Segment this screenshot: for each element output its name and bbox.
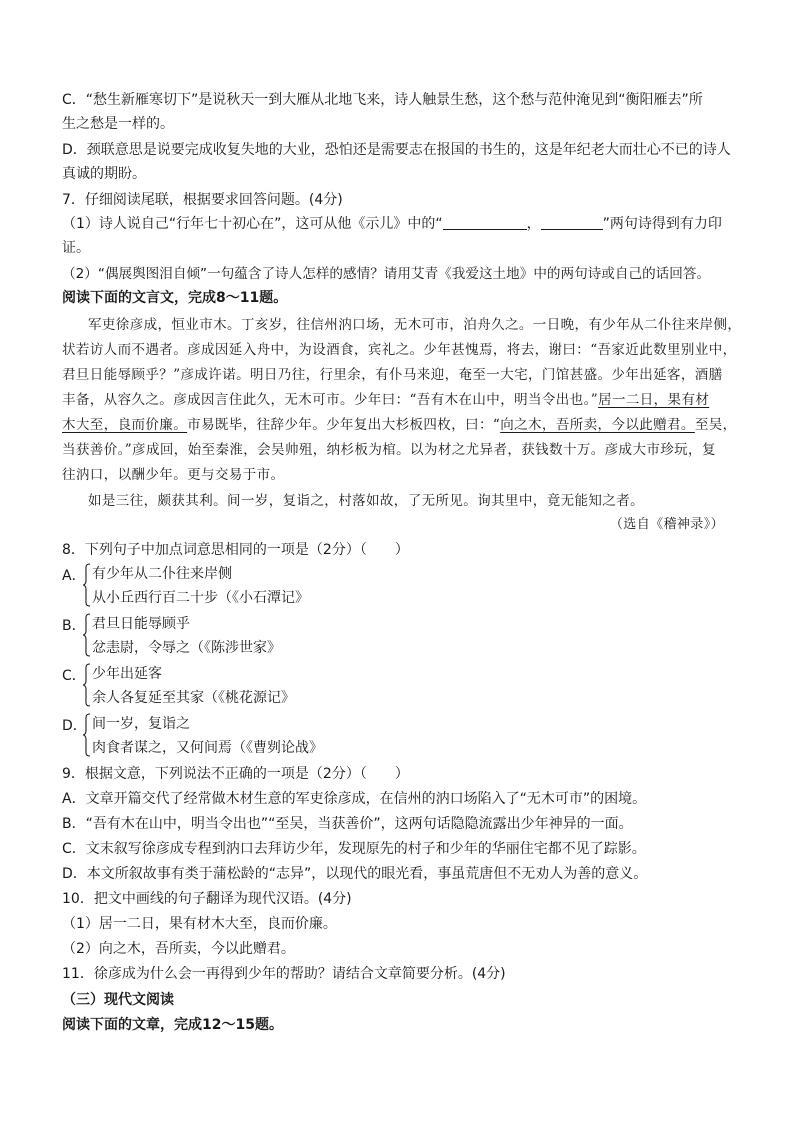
q7-stem: 7．仔细阅读尾联，根据要求回答问题。(4分): [62, 192, 343, 208]
classical-section-heading: 阅读下面的文言文，完成8～11题。: [62, 290, 288, 306]
underlined-sentence-1a: 居一二日，果有材: [598, 392, 710, 408]
q7-sub1-line2: 证。: [62, 240, 90, 256]
passage-line-4-text: 丰备，从容久之。彦成因言住此久，无木可市。少年曰：“吾有木在山中，明当令出也。”: [62, 392, 599, 408]
q8-stem: 8．下列句子中加点词意思相同的一项是（2分）（ ）: [62, 542, 409, 558]
passage-line-4: [62, 390, 709, 410]
passage-line-6: 当获善价。”彦成回，始至秦淮，会吴帅殂，纳杉板为棺。以为材之尤异者，获钱数十万。彦成大市珍玩，复: [62, 442, 716, 458]
q8-option-a-label: A．: [62, 568, 86, 584]
q7-sub1-text-a: （1）诗人说自己“行年七十初心在”，这可从他《示儿》中的“: [62, 216, 443, 232]
q8-option-a-sentence-2: 从小丘西行百二十步（《小石潭记》: [92, 590, 309, 606]
passage-line-5: [62, 415, 737, 435]
passage-line-5-text: 市易既毕，往辞少年。少年复出大杉板四枚，曰：“: [187, 417, 501, 433]
passage-line-1: 军吏徐彦成，恒业市木。丁亥岁，往信州汭口场，无木可市，泊舟久之。一日晚，有少年从二仆往来岸侧，: [88, 317, 742, 333]
q8-option-c-sentence-2: 余人各复延至其家（《桃花源记》: [92, 690, 295, 706]
q8-option-d-sentence-1: 间一岁，复诣之: [92, 716, 190, 732]
q8-option-b-label: B．: [62, 618, 86, 634]
brace-icon: [82, 713, 91, 753]
brace-icon: [82, 613, 91, 653]
modern-section-title: （三）现代文阅读: [62, 992, 174, 1008]
answer-blank-2[interactable]: [541, 215, 603, 230]
passage-line-5-end: 至吴，: [694, 417, 737, 433]
q9-option-c: C．文末叙写徐彦成专程到汭口去拜访少年，发现原先的村子和少年的华丽住宅都不见了踪影。: [62, 841, 646, 857]
q9-option-a: A．文章开篇交代了经常做木材生意的军吏徐彦成，在信州的汭口场陷入了“无木可市”的困境。: [62, 791, 647, 807]
q8-option-b-sentence-2: 忿恚尉，令辱之（《陈涉世家》: [92, 640, 281, 656]
q9-option-b: B．“吾有木在山中，明当令出也”“至吴，当获善价”，这两句话隐隐流露出少年神异的一面。: [62, 816, 633, 832]
q6-option-c-line2: 生之愁是一样的。: [62, 116, 174, 132]
brace-icon: [82, 663, 91, 703]
q6-option-d-line1: D．颈联意思是说要完成收复失地的大业，恐怕还是需要志在报国的书生的，这是年纪老大而壮心不已的诗人: [62, 142, 731, 158]
passage-paragraph-2: 如是三往，颇获其利。间一岁，复诣之，村落如故，了无所见。询其里中，竟无能知之者。: [88, 493, 644, 509]
q9-option-d: D．本文所叙故事有类于蒲松龄的“志异”，以现代的眼光看，事虽荒唐但不无劝人为善的意义。: [62, 866, 648, 882]
answer-blank-1[interactable]: [443, 215, 527, 230]
q7-sub2: （2）“偶展舆图泪自倾”一句蕴含了诗人怎样的感情？请用艾青《我爱这土地》中的两句诗或自己的话回答。: [62, 266, 711, 282]
q7-sub1-line1: [62, 214, 722, 234]
q8-option-c-label: C．: [62, 668, 86, 684]
passage-line-7: 往汭口，以酬少年。更与交易于市。: [62, 467, 285, 483]
brace-icon: [82, 563, 91, 603]
q11-stem: 11．徐彦成为什么会一再得到少年的帮助？请结合文章简要分析。(4分): [62, 966, 506, 982]
passage-line-3: 君旦日能辱顾乎？”彦成许诺。明日乃往，行里余，有仆马来迎，奄至一大宅，门馆甚盛。少年出延客，酒膳: [62, 367, 723, 383]
q8-option-d-label: D．: [62, 718, 87, 734]
q10-stem: 10．把文中画线的句子翻译为现代汉语。(4分): [62, 891, 352, 907]
q10-sentence-1: （1）居一二日，果有材木大至，良而价廉。: [62, 916, 337, 932]
passage-line-2: 状若访人而不遇者。彦成因延入舟中，为设酒食，宾礼之。少年甚愧焉，将去，谢曰：“吾家近此数里别业中，: [62, 342, 737, 358]
underlined-sentence-2: 向之木，吾所卖，今以此赠君。: [500, 417, 695, 433]
q8-option-d-sentence-2: 肉食者谋之，又何间焉（《曹刿论战》: [92, 740, 323, 756]
q7-sub1-text-c: ”两句诗得到有力印: [602, 216, 722, 232]
passage-source: （选自《稽神录》）: [609, 517, 724, 532]
q7-sub1-text-b: ，: [526, 216, 541, 232]
q10-sentence-2: （2）向之木，吾所卖，今以此赠君。: [62, 941, 295, 957]
q8-option-a-sentence-1: 有少年从二仆往来岸侧: [92, 566, 232, 582]
q6-option-c-line1: C．“愁生新雁寒切下”是说秋天一到大雁从北地飞来，诗人触景生愁，这个愁与范仲淹见到“衡阳雁去”所: [62, 92, 703, 108]
q6-option-d-line2: 真诚的期盼。: [62, 166, 146, 182]
modern-section-heading: 阅读下面的文章，完成12～15题。: [62, 1017, 283, 1033]
underlined-sentence-1b: 木大至，良而价廉。: [62, 417, 188, 433]
q8-option-b-sentence-1: 君旦日能辱顾乎: [92, 616, 190, 632]
q8-option-c-sentence-1: 少年出延客: [92, 666, 162, 682]
q9-stem: 9．根据文意，下列说法不正确的一项是（2分）（ ）: [62, 766, 409, 782]
